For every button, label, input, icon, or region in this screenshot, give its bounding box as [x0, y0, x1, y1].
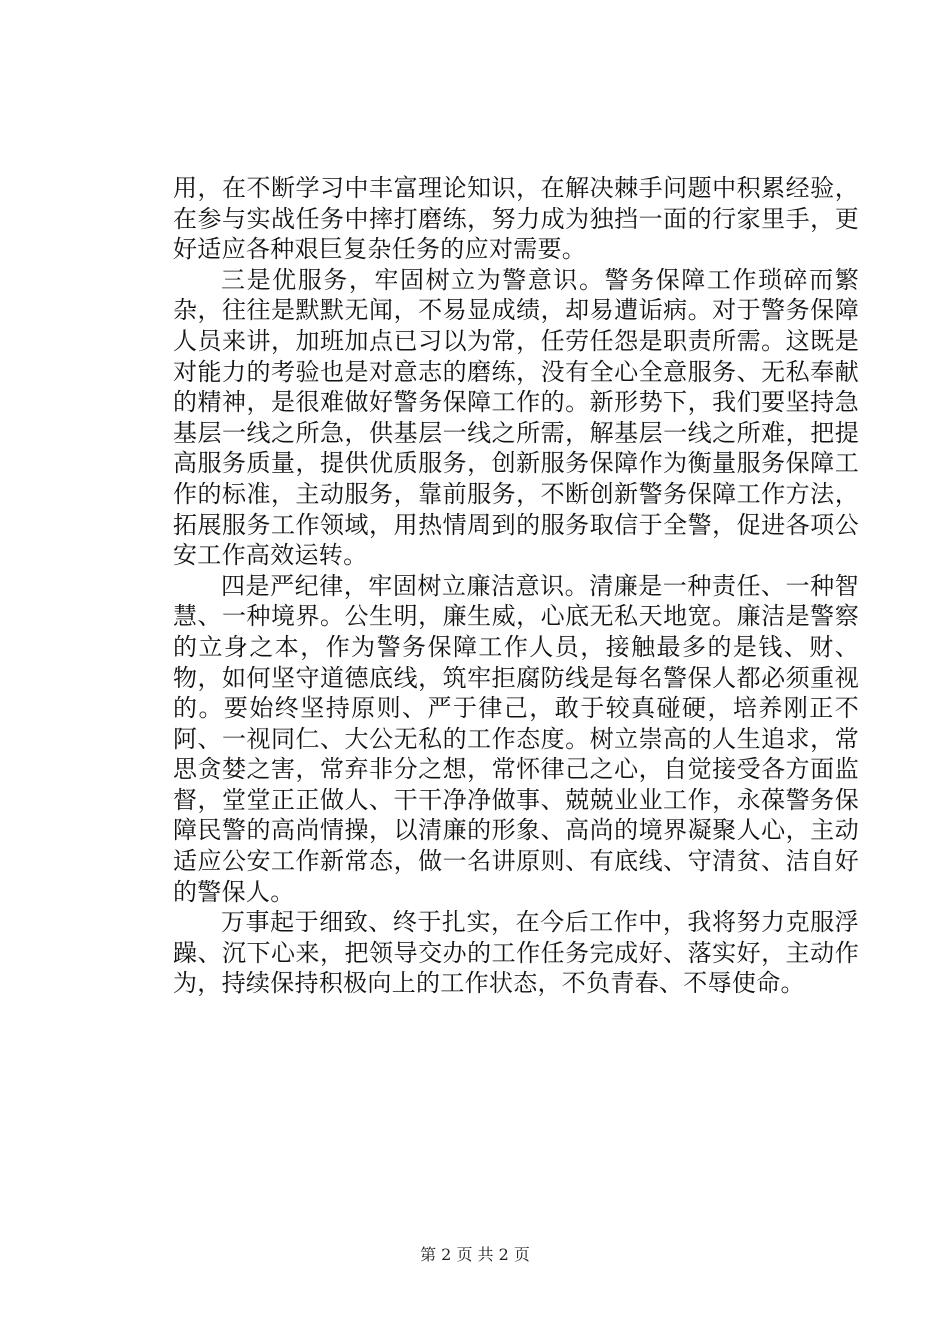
paragraph-discipline: 四是严纪律，牢固树立廉洁意识。清廉是一种责任、一种智慧、一种境界。公生明，廉生威，心底无私天地宽。廉洁是警察的立身之本，作为警务保障工作人员，接触最多的是钱、财、物，如何坚守道德底线，筑牢拒腐防线是每名警保人都必须重视的。要始终坚持原则、严于律己，敢于较真碰硬，培养刚正不阿、一视同仁、大公无私的工作态度。树立崇高的人生追求，常思贪婪之害，常弃非分之想，常怀律己之心，自觉接受各方面监督，堂堂正正做人、干干净净做事、兢兢业业工作，永葆警务保障民警的高尚情操，以清廉的形象、高尚的境界凝聚人心，主动适应公安工作新常态，做一名讲原则、有底线、守清贫、洁自好的警保人。	[173, 571, 859, 906]
paragraph-conclusion: 万事起于细致、终于扎实，在今后工作中，我将努力克服浮躁、沉下心来，把领导交办的工作任务完成好、落实好，主动作为，持续保持积极向上的工作状态，不负青春、不辱使命。	[173, 908, 859, 998]
document-body	[173, 173, 859, 999]
paragraph-service: 三是优服务，牢固树立为警意识。警务保障工作琐碎而繁杂，往往是默默无闻，不易显成绩，却易遭诟病。对于警务保障人员来讲，加班加点已习以为常，任劳任怨是职责所需。这既是对能力的考验也是对意志的磨练，没有全心全意服务、无私奉献的精神，是很难做好警务保障工作的。新形势下，我们要坚持急基层一线之所急，供基层一线之所需，解基层一线之所难，把提高服务质量，提供优质服务，创新服务保障作为衡量服务保障工作的标准，主动服务，靠前服务，不断创新警务保障工作方法，拓展服务工作领域，用热情周到的服务取信于全警，促进各项公安工作高效运转。	[173, 265, 859, 570]
paragraph-continuation: 用，在不断学习中丰富理论知识，在解决棘手问题中积累经验，在参与实战任务中摔打磨练，努力成为独挡一面的行家里手，更好适应各种艰巨复杂任务的应对需要。	[173, 174, 859, 264]
page-number-footer: 第 2 页 共 2 页	[420, 1245, 530, 1264]
